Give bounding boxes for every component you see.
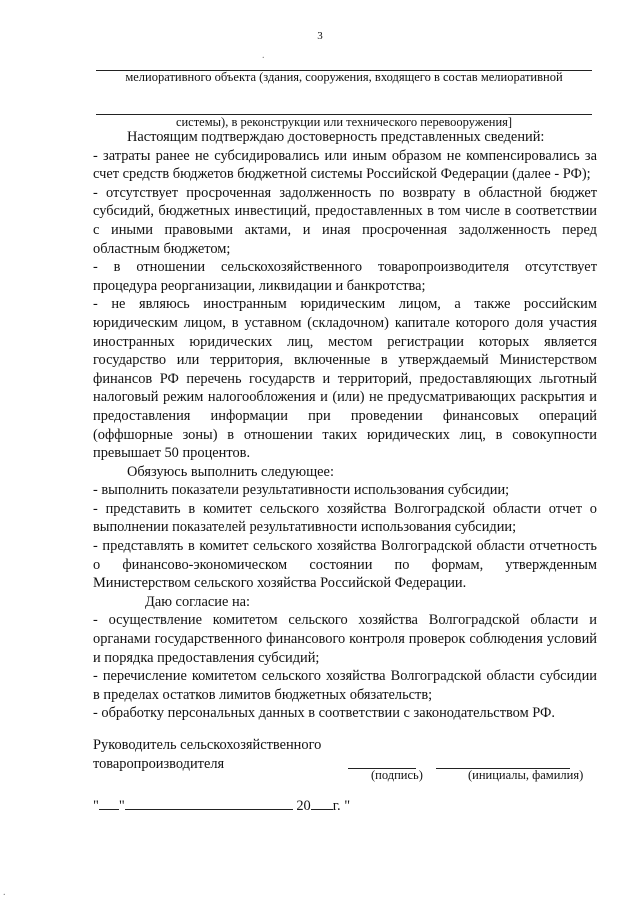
header-caption-1: мелиоративного объекта (здания, сооружения, входящего в состав мелиоративной (125, 70, 563, 84)
confirmation-heading: Настоящим подтверждаю достоверность представленных сведений: (127, 129, 545, 145)
signatory-title-line2: товаропроизводителя (93, 756, 225, 772)
day-blank[interactable] (99, 796, 119, 810)
name-label: (инициалы, фамилия) (468, 768, 584, 782)
obligation-report: - представить в комитет сельского хозяйства Волгоградской области отчет о выполнении показателей результативности использования субсидии; (93, 500, 597, 536)
page-number: 3 (317, 30, 323, 42)
consent-inspections: - осуществление комитетом сельского хозяйства Волгоградской области и органами государственного финансового контроля проверок соблюдения условий и порядка предоставления субсидий; (93, 612, 597, 666)
date-quote-close: " (118, 798, 125, 814)
clause-no-bankruptcy: - в отношении сельскохозяйственного товаропроизводителя отсутствует процедура реорганизации, ликвидации и банкротства; (93, 259, 597, 294)
signatory-title-line1: Руководитель сельскохозяйственного (93, 737, 322, 753)
scan-speck: . (262, 50, 265, 61)
clause-no-debt: - отсутствует просроченная задолженность по возврату в областной бюджет субсидий, бюджетных инвестиций, предоставленных в том числе в соответствии с иными правовыми актами, и иная просроченная задолженность перед областным бюджетом; (93, 184, 597, 257)
obligation-financial-report: - представлять в комитет сельского хозяйства Волгоградской области отчетность о финансово-экономическом состоянии по формам, утвержденным Министерством сельского хозяйства Российской Федерации. (93, 538, 597, 592)
clause-not-subsidized: - затраты ранее не субсидировались или иным образом не компенсировались за счет средств бюджетов бюджетной системы Российской Федерации (далее - РФ); (93, 147, 597, 183)
signatory-title (93, 736, 321, 774)
month-blank[interactable] (125, 796, 293, 810)
consent-transfer: - перечисление комитетом сельского хозяйства Волгоградской области субсидии в пределах остатков лимитов бюджетных обязательств; (93, 668, 597, 703)
header-caption-2: системы), в реконструкции или технического перевооружения] (175, 115, 513, 129)
obligation-indicators: - выполнить показатели результативности использования субсидии; (93, 482, 510, 499)
year-suffix: г. " (332, 798, 351, 814)
document-body (93, 128, 597, 723)
consent-heading: Даю согласие на: (145, 593, 251, 610)
signature-label: (подпись) (371, 768, 423, 782)
clause-not-foreign: - не являюсь иностранным юридическим лицом, а также российским юридическим лицом, в уставном (складочном) капитале которого доля участия иностранных юридических лиц, местом регистрации которых является государство или территория, включенные в утверждаемый Министерством финансов РФ перечень государств и территорий, предоставляющих льготный налоговый режим налогообложения и (или) не предусматривающих раскрытия и предоставления информации при проведении финансовых операций (оффшорные зоны) в отношении таких юридических лиц, в совокупности превышает 50 процентов. (93, 296, 597, 462)
obligations-heading: Обязуюсь выполнить следующее: (127, 463, 334, 480)
year-blank[interactable] (311, 796, 333, 810)
consent-personal-data: - обработку персональных данных в соответствии с законодательством РФ. (93, 705, 556, 722)
scan-speck: . (3, 887, 6, 898)
date-field (93, 796, 350, 815)
date-quote-open: " (93, 798, 99, 814)
year-prefix: 20 (296, 798, 311, 814)
